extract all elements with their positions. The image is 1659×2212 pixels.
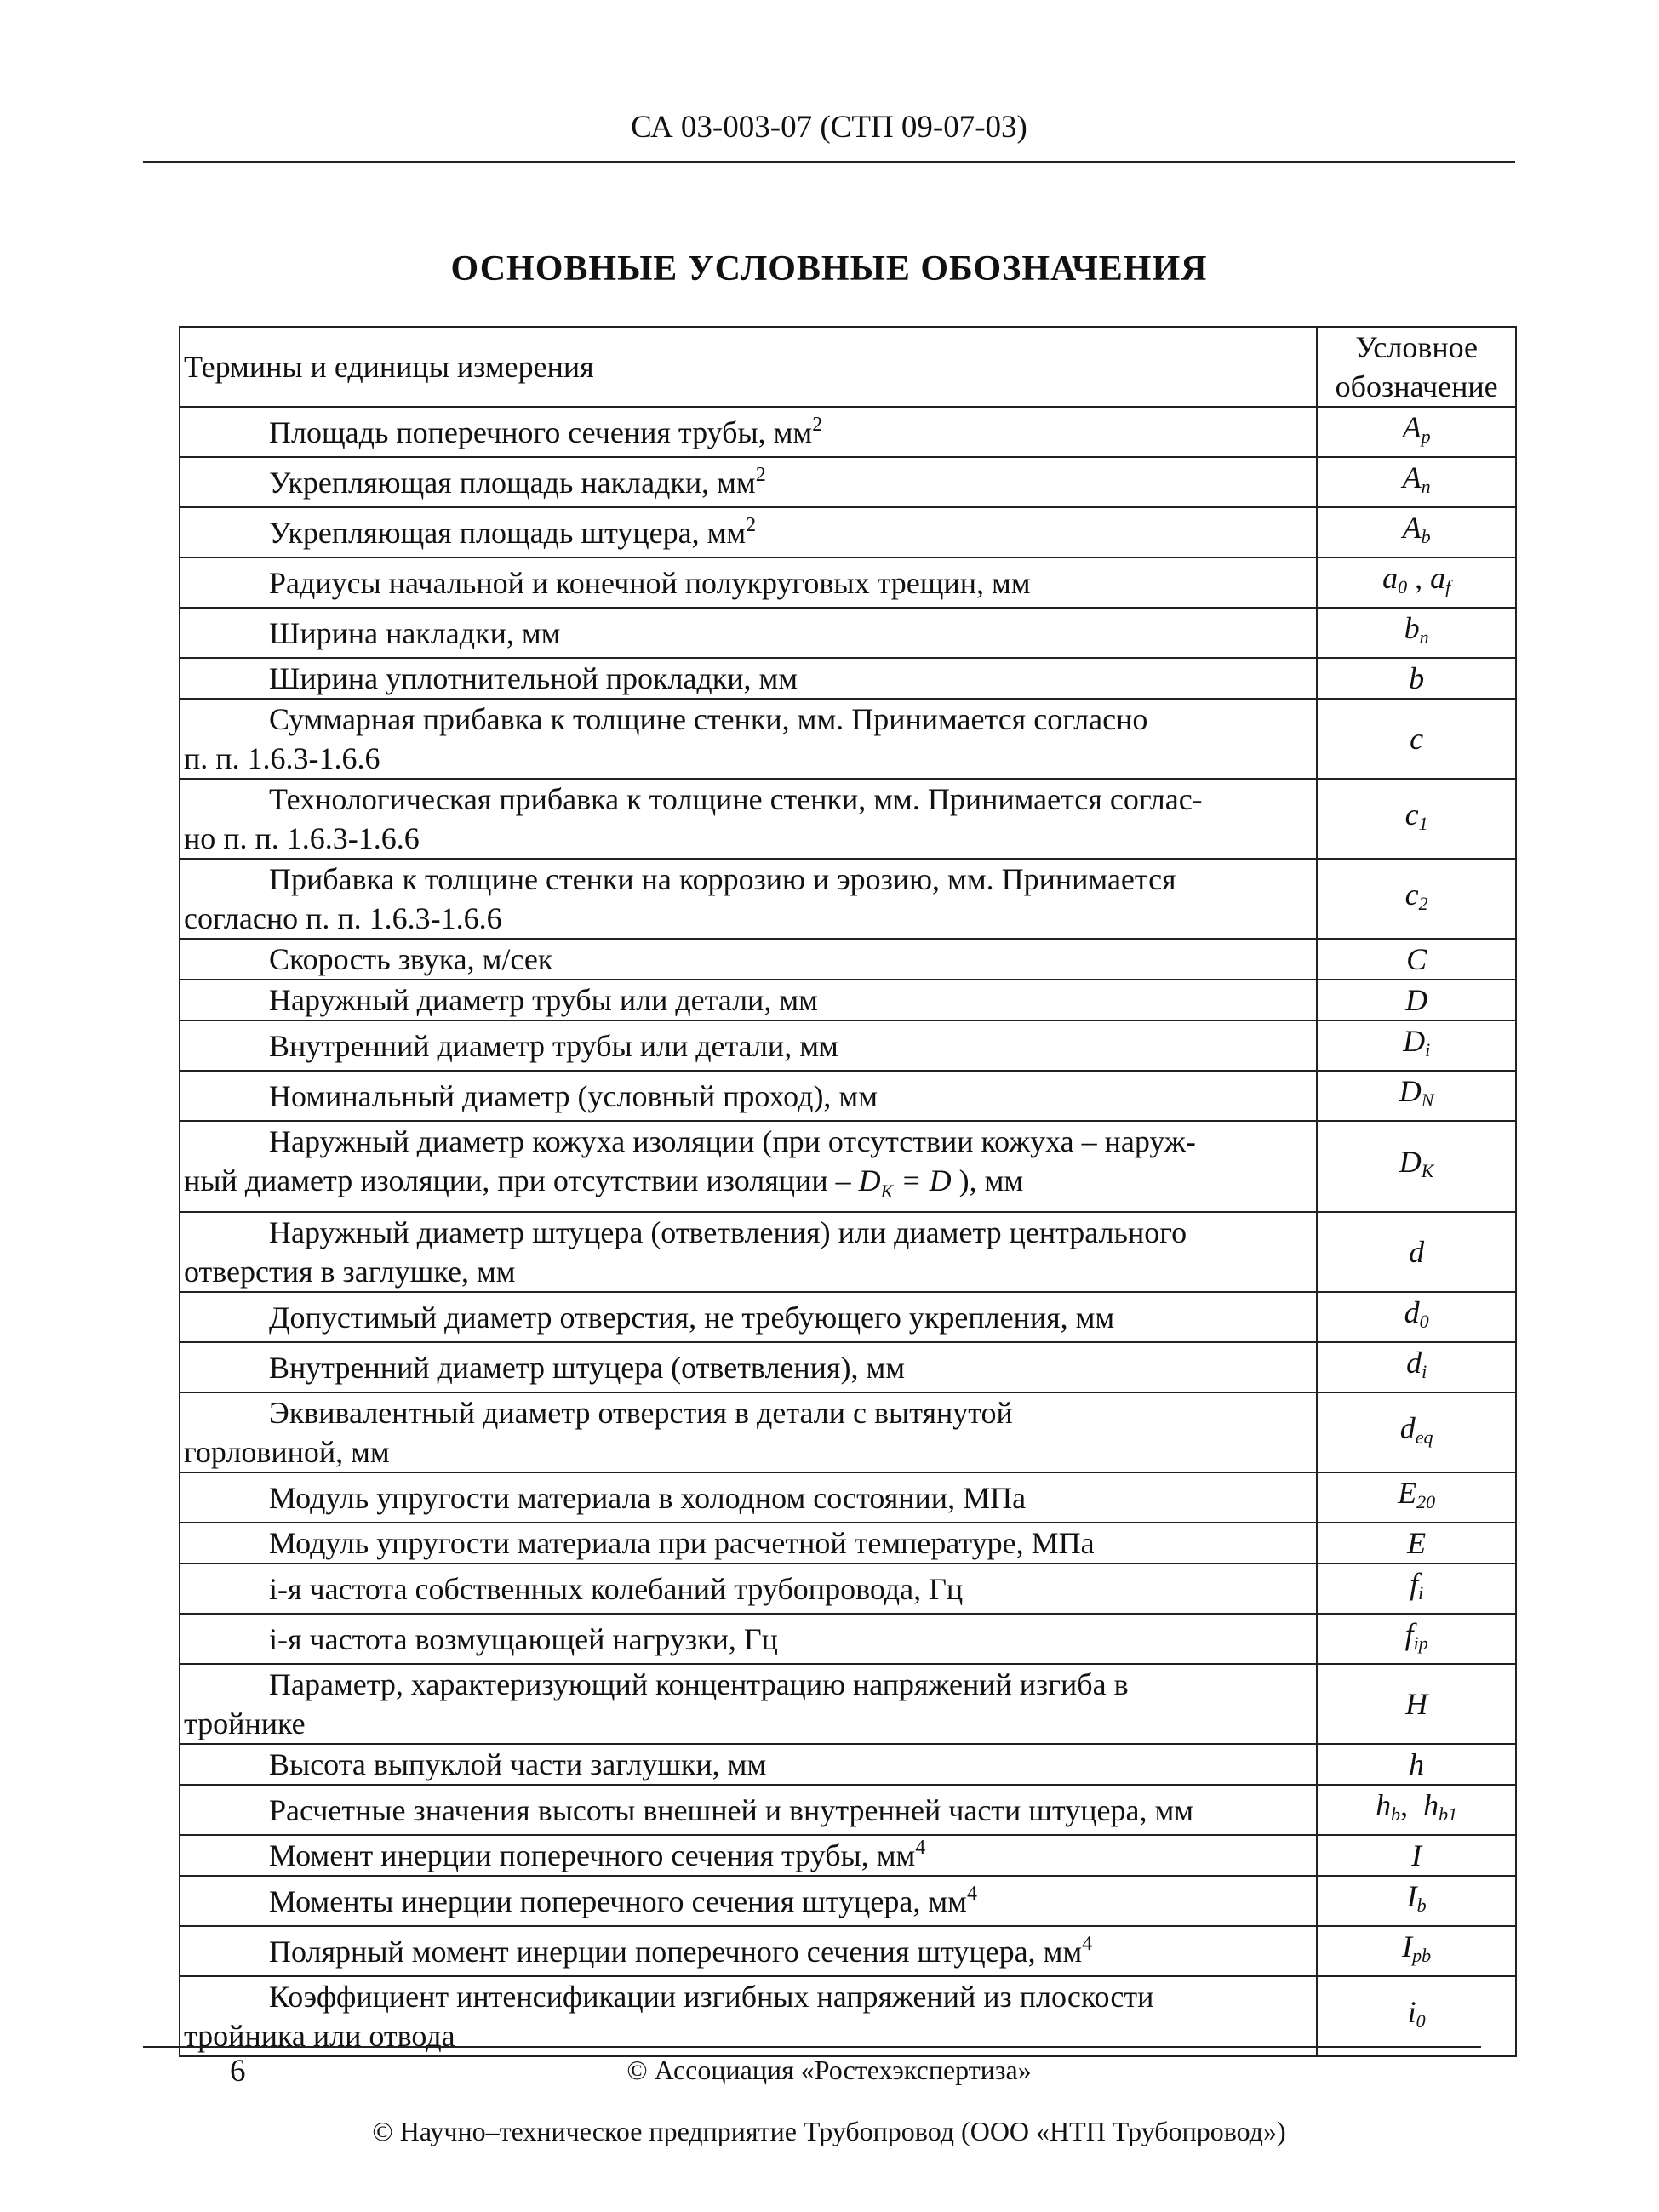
term-text-line1: Технологическая прибавка к толщине стенки, мм. Принимается соглас- bbox=[269, 782, 1203, 816]
term-cell bbox=[180, 859, 1317, 939]
term-cell bbox=[180, 1926, 1317, 1976]
symbol-sub-2: b1 bbox=[1439, 1803, 1458, 1826]
table-row bbox=[180, 939, 1516, 980]
term-text: Внутренний диаметр штуцера (ответвления), мм bbox=[269, 1350, 906, 1385]
term-text-line2-end: ), мм bbox=[951, 1163, 1024, 1197]
term-cell bbox=[180, 1523, 1317, 1563]
symbol-main: H bbox=[1405, 1687, 1428, 1722]
term-text-line2: отверстия в заглушке, мм bbox=[184, 1255, 516, 1289]
symbol-cell bbox=[1317, 1212, 1516, 1292]
symbol-main: A bbox=[1402, 460, 1422, 494]
symbol-main: I bbox=[1402, 1929, 1413, 1964]
table-row bbox=[180, 779, 1516, 859]
term-text: Номинальный диаметр (условный проход), мм bbox=[269, 1078, 878, 1113]
symbol-cell bbox=[1317, 939, 1516, 980]
term-cell bbox=[180, 1212, 1317, 1292]
term-cell bbox=[180, 1292, 1317, 1342]
symbol-main: E bbox=[1398, 1476, 1417, 1511]
term-text-line2: горловиной, мм bbox=[184, 1435, 390, 1470]
table-row bbox=[180, 980, 1516, 1020]
term-text-line2: ный диаметр изоляции, при отсутствии изоляции – bbox=[184, 1163, 859, 1197]
symbol-main: i bbox=[1407, 1994, 1416, 2029]
column-header-terms: Термины и единицы измерения bbox=[180, 327, 1317, 407]
symbol-cell bbox=[1317, 457, 1516, 507]
symbol-cell bbox=[1317, 859, 1516, 939]
term-cell bbox=[180, 1563, 1317, 1614]
term-cell bbox=[180, 939, 1317, 980]
page-number: 6 bbox=[230, 2054, 246, 2089]
term-text: Модуль упругости материала в холодном состоянии, МПа bbox=[269, 1480, 1027, 1515]
symbol-sub: 1 bbox=[1418, 812, 1428, 834]
term-text: Радиусы начальной и конечной полукруговых трещин, мм bbox=[269, 565, 1031, 600]
table-row bbox=[180, 1212, 1516, 1292]
symbol-main-2: h bbox=[1423, 1788, 1439, 1823]
symbol-cell bbox=[1317, 1563, 1516, 1614]
term-cell bbox=[180, 1785, 1317, 1835]
table-row bbox=[180, 1614, 1516, 1664]
term-text-line2: но п. п. 1.6.3-1.6.6 bbox=[184, 821, 420, 855]
symbol-cell bbox=[1317, 1292, 1516, 1342]
symbol-sub: N bbox=[1421, 1089, 1434, 1111]
term-text: Момент инерции поперечного сечения трубы, мм bbox=[269, 1838, 916, 1873]
symbol-sub: 2 bbox=[1418, 892, 1428, 914]
table-row bbox=[180, 1563, 1516, 1614]
term-text-line1: Наружный диаметр кожуха изоляции (при отсутствии кожуха – наруж- bbox=[269, 1124, 1196, 1158]
symbol-main: E bbox=[1407, 1526, 1427, 1561]
term-text-line2: тройнике bbox=[184, 1706, 306, 1741]
term-cell bbox=[180, 658, 1317, 699]
table-row bbox=[180, 1876, 1516, 1926]
symbol-cell bbox=[1317, 1121, 1516, 1212]
table-row bbox=[180, 1292, 1516, 1342]
inline-symbol-sub: K bbox=[880, 1180, 894, 1203]
footer-divider bbox=[143, 2046, 1481, 2048]
table-row bbox=[180, 1121, 1516, 1212]
term-cell bbox=[180, 1121, 1317, 1212]
symbol-cell bbox=[1317, 779, 1516, 859]
symbol-main: D bbox=[1399, 1145, 1422, 1180]
table-row bbox=[180, 1664, 1516, 1744]
term-cell bbox=[180, 779, 1317, 859]
term-text: Внутренний диаметр трубы или детали, мм bbox=[269, 1028, 838, 1063]
symbol-cell bbox=[1317, 507, 1516, 557]
term-cell bbox=[180, 507, 1317, 557]
table-row bbox=[180, 859, 1516, 939]
term-cell bbox=[180, 699, 1317, 779]
term-cell bbox=[180, 407, 1317, 457]
symbol-cell bbox=[1317, 1835, 1516, 1876]
symbol-sub: n bbox=[1421, 476, 1431, 497]
table-row bbox=[180, 1785, 1516, 1835]
copyright-association: © Ассоциация «Ростехэкспертиза» bbox=[626, 2055, 1032, 2085]
term-text-line1: Коэффициент интенсификации изгибных напряжений из плоскости bbox=[269, 1980, 1154, 2015]
inline-symbol bbox=[858, 1163, 952, 1203]
symbol-sub: b bbox=[1391, 1803, 1401, 1826]
symbol-cell bbox=[1317, 1472, 1516, 1523]
column-header-symbol-line1: Условное bbox=[1355, 330, 1479, 364]
table-row bbox=[180, 699, 1516, 779]
symbol-main-2: a bbox=[1430, 561, 1446, 595]
symbol-cell bbox=[1317, 608, 1516, 658]
symbol-sub: 20 bbox=[1416, 1491, 1436, 1513]
term-cell bbox=[180, 980, 1317, 1020]
term-cell bbox=[180, 608, 1317, 658]
symbol-main: c bbox=[1410, 722, 1424, 756]
copyright-company: © Научно–техническое предприятие Трубопровод (ООО «НТП Трубопровод») bbox=[372, 2116, 1286, 2146]
symbol-cell bbox=[1317, 1020, 1516, 1071]
table-row bbox=[180, 1020, 1516, 1071]
term-cell bbox=[180, 1071, 1317, 1121]
unit-power: 2 bbox=[755, 463, 766, 486]
symbol-main: b bbox=[1409, 661, 1425, 695]
term-cell bbox=[180, 1664, 1317, 1744]
inline-symbol-main: D bbox=[858, 1163, 881, 1197]
symbol-cell bbox=[1317, 1785, 1516, 1835]
table-row bbox=[180, 1342, 1516, 1392]
term-cell bbox=[180, 557, 1317, 608]
term-text: Наружный диаметр трубы или детали, мм bbox=[269, 983, 818, 1017]
symbol-sub: 0 bbox=[1398, 576, 1408, 597]
term-text: Укрепляющая площадь накладки, мм bbox=[269, 465, 756, 500]
term-text: Моменты инерции поперечного сечения штуцера, мм bbox=[269, 1883, 967, 1918]
symbol-main: a bbox=[1382, 561, 1399, 595]
symbol-sub-2: f bbox=[1445, 576, 1451, 597]
symbol-main: c bbox=[1404, 797, 1419, 832]
symbol-sub: ip bbox=[1413, 1632, 1428, 1655]
symbol-cell bbox=[1317, 1876, 1516, 1926]
symbol-sub: i bbox=[1422, 1361, 1427, 1383]
symbol-cell bbox=[1317, 1342, 1516, 1392]
table-row bbox=[180, 507, 1516, 557]
symbol-main: h bbox=[1376, 1788, 1392, 1823]
term-text: Полярный момент инерции поперечного сечения штуцера, мм bbox=[269, 1934, 1083, 1969]
symbol-separator: , bbox=[1407, 561, 1431, 595]
term-cell bbox=[180, 1976, 1317, 2056]
symbol-main: f bbox=[1410, 1567, 1419, 1602]
symbol-cell bbox=[1317, 1523, 1516, 1563]
symbol-main: f bbox=[1404, 1617, 1414, 1652]
term-text: i-я частота собственных колебаний трубопровода, Гц bbox=[269, 1571, 964, 1606]
symbol-cell bbox=[1317, 407, 1516, 457]
term-cell bbox=[180, 1472, 1317, 1523]
table-row bbox=[180, 1976, 1516, 2056]
page-title: ОСНОВНЫЕ УСЛОВНЫЕ ОБОЗНАЧЕНИЯ bbox=[450, 249, 1208, 289]
symbol-cell bbox=[1317, 1976, 1516, 2056]
term-text-line1: Параметр, характеризующий концентрацию напряжений изгиба в bbox=[269, 1667, 1129, 1702]
table-row bbox=[180, 608, 1516, 658]
symbol-separator: , bbox=[1400, 1788, 1424, 1823]
term-text-line2: п. п. 1.6.3-1.6.6 bbox=[184, 741, 380, 775]
term-cell bbox=[180, 1342, 1317, 1392]
term-cell bbox=[180, 1835, 1317, 1876]
symbol-main: d bbox=[1404, 1295, 1420, 1330]
term-cell bbox=[180, 1744, 1317, 1785]
term-text: Модуль упругости материала при расчетной температуре, МПа bbox=[269, 1526, 1095, 1561]
symbol-cell bbox=[1317, 699, 1516, 779]
document-code-header: СА 03-003-07 (СТП 09-07-03) bbox=[143, 109, 1515, 163]
symbol-sub: eq bbox=[1415, 1426, 1433, 1448]
term-text: Допустимый диаметр отверстия, не требующего укрепления, мм bbox=[269, 1300, 1115, 1335]
term-cell bbox=[180, 1020, 1317, 1071]
symbol-main: d bbox=[1409, 1235, 1425, 1270]
symbol-main: I bbox=[1406, 1879, 1417, 1914]
symbol-main: d bbox=[1406, 1346, 1422, 1380]
table-row bbox=[180, 1392, 1516, 1472]
term-text-line1: Суммарная прибавка к толщине стенки, мм. Принимается согласно bbox=[269, 702, 1148, 736]
term-text-line1: Наружный диаметр штуцера (ответвления) или диаметр центрального bbox=[269, 1215, 1187, 1250]
term-cell bbox=[180, 1392, 1317, 1472]
table-row bbox=[180, 1523, 1516, 1563]
symbol-main: D bbox=[1399, 1074, 1422, 1108]
symbol-sub: p bbox=[1421, 426, 1431, 447]
symbol-cell bbox=[1317, 1744, 1516, 1785]
symbol-cell bbox=[1317, 1664, 1516, 1744]
symbol-sub: n bbox=[1419, 626, 1429, 648]
symbol-main: h bbox=[1409, 1747, 1425, 1782]
term-text-line2: тройника или отвода bbox=[184, 2019, 455, 2054]
symbol-main: A bbox=[1402, 410, 1422, 444]
term-text: Ширина уплотнительной прокладки, мм bbox=[269, 661, 798, 695]
term-text-line1: Эквивалентный диаметр отверстия в детали с вытянутой bbox=[269, 1396, 1013, 1431]
term-cell bbox=[180, 1876, 1317, 1926]
term-cell bbox=[180, 1614, 1317, 1664]
table-row bbox=[180, 658, 1516, 699]
term-text: Укрепляющая площадь штуцера, мм bbox=[269, 515, 747, 550]
symbol-main: d bbox=[1399, 1410, 1416, 1445]
unit-power: 4 bbox=[1082, 1932, 1093, 1955]
unit-power: 4 bbox=[966, 1882, 977, 1905]
table-row bbox=[180, 1926, 1516, 1976]
symbol-sub: 0 bbox=[1419, 1311, 1429, 1333]
term-text-line2: согласно п. п. 1.6.3-1.6.6 bbox=[184, 901, 502, 935]
symbol-sub: b bbox=[1416, 1895, 1427, 1917]
symbol-sub: i bbox=[1425, 1039, 1431, 1060]
symbol-main: I bbox=[1411, 1838, 1422, 1873]
table-row bbox=[180, 1472, 1516, 1523]
symbol-sub: b bbox=[1421, 526, 1431, 547]
symbol-main: b bbox=[1404, 611, 1420, 645]
table-row bbox=[180, 1071, 1516, 1121]
table-row bbox=[180, 1835, 1516, 1876]
table-row bbox=[180, 557, 1516, 608]
symbol-sub: K bbox=[1421, 1160, 1434, 1182]
symbol-main: C bbox=[1406, 942, 1427, 976]
unit-power: 2 bbox=[746, 513, 757, 536]
table-row bbox=[180, 1744, 1516, 1785]
term-text-line1: Прибавка к толщине стенки на коррозию и эрозию, мм. Принимается bbox=[269, 862, 1176, 896]
inline-symbol-rest: = D bbox=[893, 1163, 952, 1197]
term-text: Высота выпуклой части заглушки, мм bbox=[269, 1747, 767, 1782]
symbol-sub: 0 bbox=[1416, 2009, 1426, 2032]
term-text: Скорость звука, м/сек bbox=[269, 942, 553, 976]
symbols-table bbox=[179, 326, 1517, 2057]
term-text: Ширина накладки, мм bbox=[269, 615, 561, 650]
term-text: Площадь поперечного сечения трубы, мм bbox=[269, 414, 813, 449]
symbol-cell bbox=[1317, 557, 1516, 608]
symbol-sub: i bbox=[1418, 1582, 1424, 1604]
term-text: i-я частота возмущающей нагрузки, Гц bbox=[269, 1621, 778, 1656]
symbol-main: c bbox=[1404, 877, 1419, 912]
table-row bbox=[180, 407, 1516, 457]
term-text: Расчетные значения высоты внешней и внутренней части штуцера, мм bbox=[269, 1792, 1194, 1827]
symbol-cell bbox=[1317, 658, 1516, 699]
symbol-cell bbox=[1317, 1392, 1516, 1472]
symbol-main: A bbox=[1402, 511, 1422, 545]
symbol-sub: pb bbox=[1412, 1945, 1432, 1967]
table-header-row bbox=[180, 327, 1516, 407]
symbol-main: D bbox=[1403, 1024, 1426, 1058]
column-header-symbol-line2: обозначение bbox=[1335, 369, 1498, 403]
symbol-cell bbox=[1317, 1614, 1516, 1664]
term-cell bbox=[180, 457, 1317, 507]
table-row bbox=[180, 457, 1516, 507]
column-header-symbol bbox=[1317, 327, 1516, 407]
unit-power: 2 bbox=[812, 413, 823, 436]
symbol-cell bbox=[1317, 1071, 1516, 1121]
unit-power: 4 bbox=[915, 1837, 926, 1860]
symbol-cell bbox=[1317, 1926, 1516, 1976]
symbol-main: D bbox=[1405, 983, 1428, 1017]
symbol-cell bbox=[1317, 980, 1516, 1020]
